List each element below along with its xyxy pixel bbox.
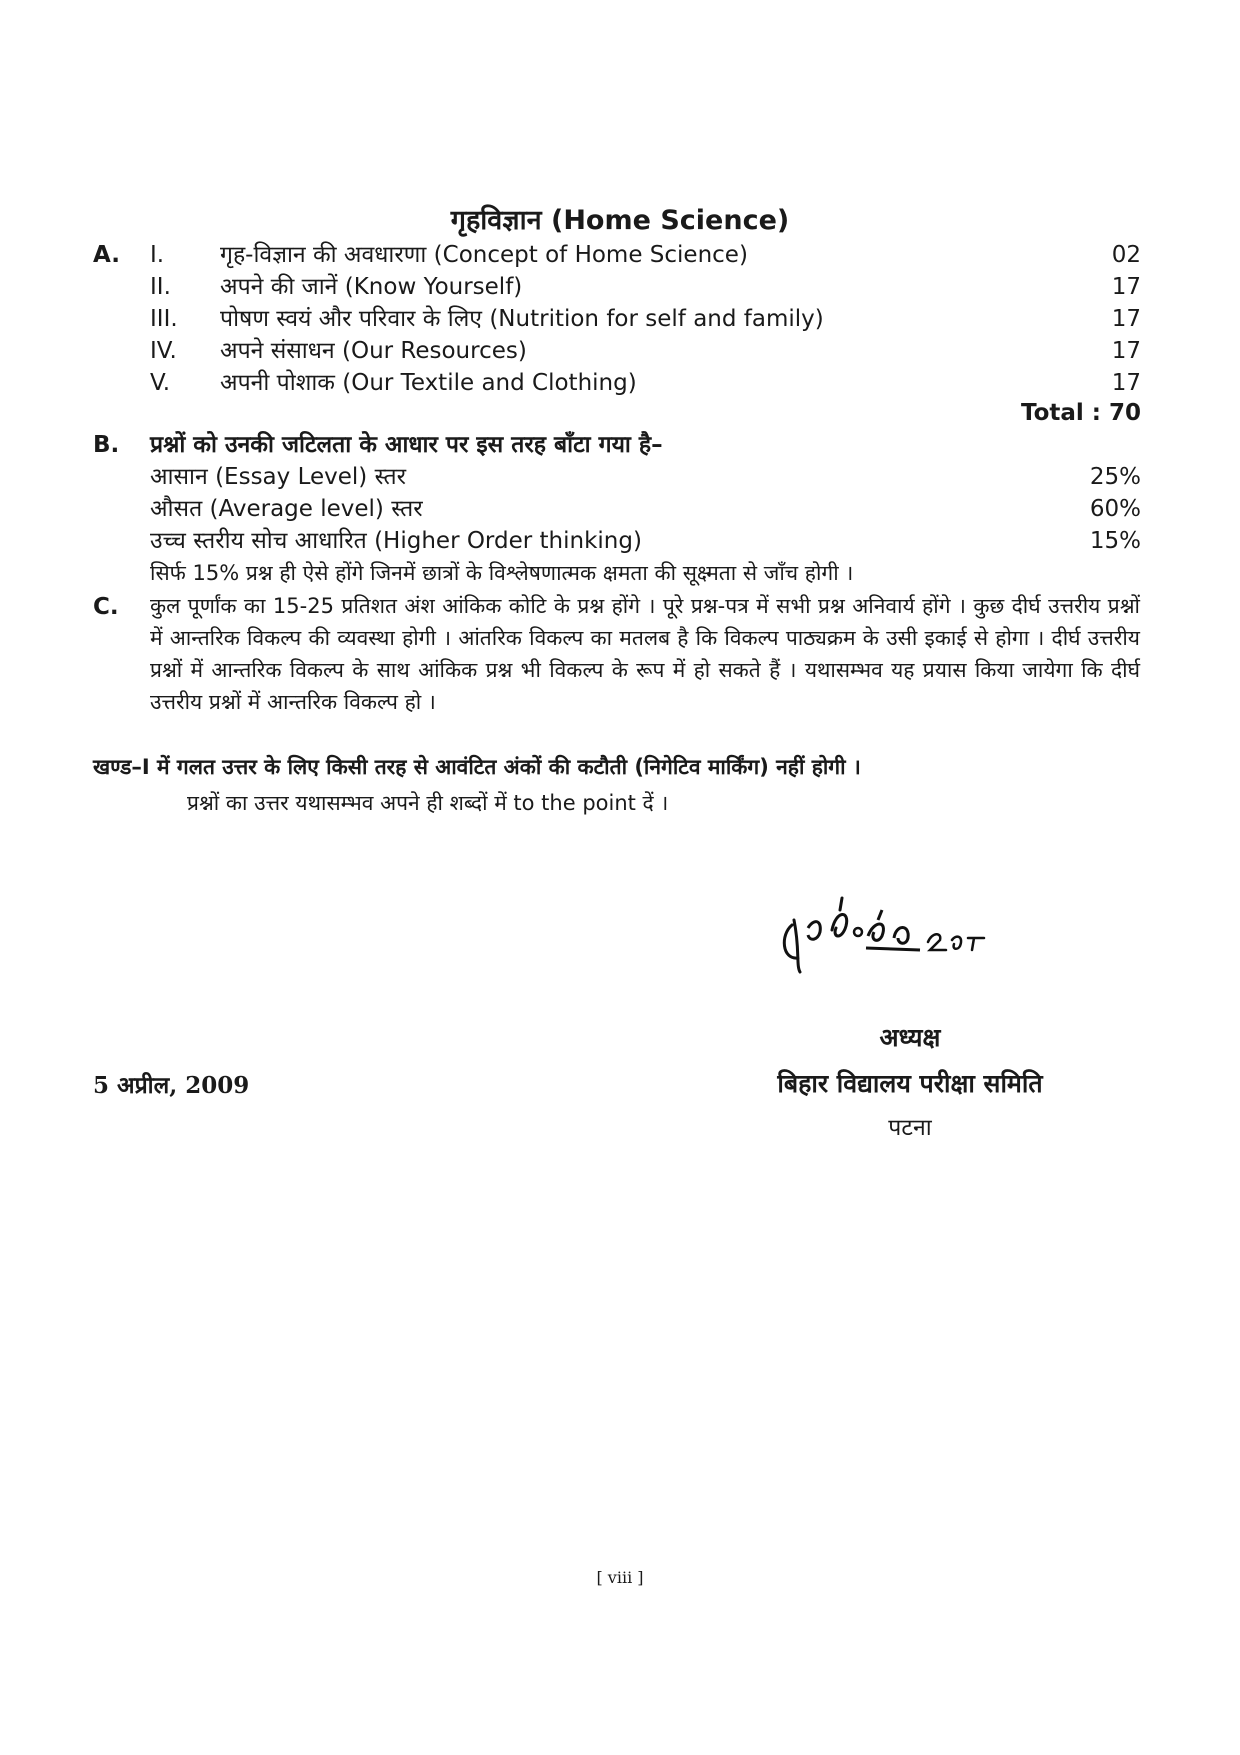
unit-marks: 02 — [1111, 242, 1141, 268]
signature-image — [770, 880, 1030, 990]
organization-name: बिहार विद्यालय परीक्षा समिति — [777, 1069, 1043, 1098]
level-name: औसत (Average level) स्तर — [150, 496, 423, 522]
unit-marks: 17 — [1111, 306, 1141, 332]
unit-number: II. — [150, 274, 171, 300]
city-name: पटना — [888, 1115, 932, 1141]
level-name: आसान (Essay Level) स्तर — [150, 464, 407, 490]
unit-topic: पोषण स्वयं और परिवार के लिए (Nutrition for self and family) — [220, 306, 824, 332]
unit-number: III. — [150, 306, 178, 332]
unit-number: I. — [150, 242, 165, 268]
unit-marks: 17 — [1111, 370, 1141, 396]
level-row — [0, 526, 1240, 556]
total-marks: Total : 70 — [1020, 400, 1141, 426]
level-percent: 25% — [1089, 464, 1141, 490]
section-a-row-2 — [0, 272, 1240, 302]
section-b-label: B. — [93, 432, 120, 458]
page-number: [ viii ] — [596, 1568, 644, 1587]
section-b-heading: प्रश्नों को उनकी जटिलता के आधार पर इस तरह बाँटा गया है– — [150, 432, 663, 458]
unit-number: IV. — [150, 338, 177, 364]
unit-topic: गृह-विज्ञान की अवधारणा (Concept of Home Science) — [220, 242, 748, 268]
unit-number: V. — [150, 370, 171, 396]
level-name: उच्च स्तरीय सोच आधारित (Higher Order thinking) — [150, 528, 642, 554]
unit-topic: अपनी पोशाक (Our Textile and Clothing) — [220, 370, 637, 396]
level-row — [0, 462, 1240, 492]
section-b-heading-row — [0, 430, 1240, 460]
issue-date: 5 अप्रील, 2009 — [93, 1072, 250, 1099]
section-a-label: A. — [93, 242, 120, 268]
unit-marks: 17 — [1111, 338, 1141, 364]
unit-marks: 17 — [1111, 274, 1141, 300]
page-title: गृहविज्ञान (Home Science) — [450, 205, 790, 236]
section-a-row-1 — [0, 240, 1240, 270]
section-a-row-3 — [0, 304, 1240, 334]
level-percent: 15% — [1089, 528, 1141, 554]
answer-instruction: प्रश्नों का उत्तर यथासम्भव अपने ही शब्दों में to the point दें । — [187, 791, 669, 815]
section-a-total-row — [0, 398, 1240, 428]
level-percent: 60% — [1089, 496, 1141, 522]
unit-topic: अपने संसाधन (Our Resources) — [220, 338, 527, 364]
negative-marking-note: खण्ड–I में गलत उत्तर के लिए किसी तरह से आवंटित अंकों की कटौती (निगेटिव मार्किंग) नहीं होगी । — [93, 755, 861, 779]
section-c-label: C. — [93, 594, 119, 620]
unit-topic: अपने की जानें (Know Yourself) — [220, 274, 523, 300]
section-a-row-5 — [0, 368, 1240, 398]
designation: अध्यक्ष — [879, 1023, 941, 1052]
section-c-paragraph: कुल पूर्णांक का 15-25 प्रतिशत अंश आंकिक कोटि के प्रश्न होंगे । पूरे प्रश्न-पत्र में सभी प्रश्न अनिवार्य होंगे । कुछ दीर्घ उत्तरीय प्रश्नों में आन्तरिक विकल्प की व्यवस्था होगी । आंतरिक विकल्प का मतलब है कि विकल्प पाठ्यक्रम के उसी इकाई से होगा । दीर्घ उत्तरीय प्रश्नों में आन्तरिक विकल्प के साथ आंकिक प्रश्न भी विकल्प के रूप में हो सकते हैं । यथासम्भव यह प्रयास किया जायेगा कि दीर्घ उत्तरीय प्रश्नों में आन्तरिक विकल्प हो । — [150, 594, 1140, 714]
level-row — [0, 494, 1240, 524]
section-a-row-4 — [0, 336, 1240, 366]
section-b-note: सिर्फ 15% प्रश्न ही ऐसे होंगे जिनमें छात्रों के विश्लेषणात्मक क्षमता की सूक्ष्मता से जाँच होगी । — [150, 561, 854, 585]
section-b-note-row — [0, 558, 1240, 588]
